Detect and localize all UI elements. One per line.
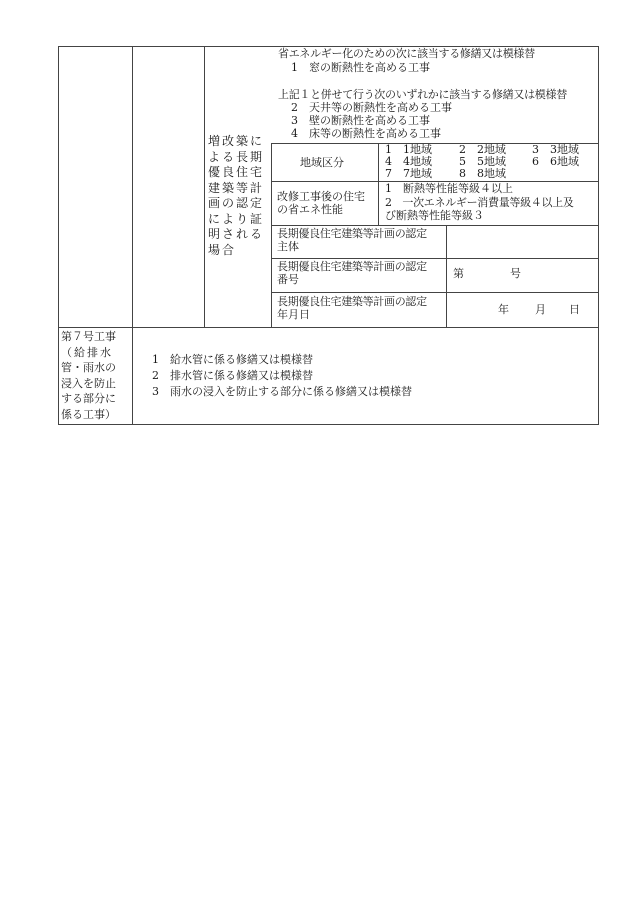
plan-date-label: 年月日 — [277, 308, 310, 321]
upper-item-2: 2 天井等の断熱性を高める工事 — [291, 101, 452, 114]
upper-item-1: 1 窓の断熱性を高める工事 — [291, 61, 430, 74]
upper-heading-2: 上記１と併せて行う次のいずれかに該当する修繕又は模様替 — [278, 88, 567, 101]
perf-option: 1 断熱等性能等級４以上 — [385, 182, 513, 195]
plan-number-label: 長期優良住宅建築等計画の認定 — [277, 260, 427, 273]
case-label-line: よる長期 — [208, 149, 265, 164]
col-divider-3 — [271, 143, 272, 327]
plan-number-label: 番号 — [277, 273, 299, 286]
col-divider-4 — [378, 143, 379, 225]
case-label-line: により証 — [208, 211, 265, 226]
region-option: 3 3地域 — [532, 143, 579, 156]
upper-item-4: 4 床等の断熱性を高める工事 — [291, 127, 441, 140]
work7-label-line: （給排水 — [61, 345, 113, 359]
perf-option-cont: び断熱等性能等級３ — [385, 209, 484, 222]
plan-entity-label: 長期優良住宅建築等計画の認定 — [277, 227, 427, 240]
case-label-line: 優良住宅 — [208, 165, 265, 179]
perf-label: の省エネ性能 — [277, 203, 343, 216]
perf-option: 2 一次エネルギー消費量等級４以上及 — [385, 196, 574, 209]
region-option: 2 2地域 — [459, 143, 506, 156]
case-label-line: 明される — [208, 227, 265, 241]
table-border-left — [58, 46, 59, 425]
table-border-right — [598, 46, 599, 425]
row-divider-number — [271, 258, 599, 259]
plan-entity-label: 主体 — [277, 240, 299, 253]
work7-label — [61, 329, 131, 422]
region-label: 地域区分 — [300, 156, 344, 169]
col-divider-2 — [204, 46, 205, 327]
region-option: 4 4地域 — [385, 155, 432, 168]
work7-item: 3 雨水の浸入を防止する部分に係る修繕又は模様替 — [152, 385, 412, 398]
region-option: 8 8地域 — [459, 167, 506, 180]
case-label-line: 建築等計 — [208, 180, 265, 195]
plan-number-prefix: 第 — [453, 267, 464, 280]
plan-date-month: 月 — [535, 303, 546, 316]
region-option: 7 7地域 — [385, 167, 432, 180]
row-divider-date — [271, 292, 599, 293]
perf-label: 改修工事後の住宅 — [277, 190, 365, 203]
work7-item: 1 給水管に係る修繕又は模様替 — [152, 353, 313, 366]
region-option: 6 6地域 — [532, 155, 579, 168]
col-divider-work7 — [132, 327, 133, 425]
region-option: 1 1地域 — [385, 143, 432, 156]
work7-label-line: 管・雨水の — [61, 361, 116, 374]
case-label-line: 増改築に — [208, 134, 265, 148]
work7-label-line: 第７号工事 — [61, 330, 116, 343]
work7-item: 2 排水管に係る修繕又は模様替 — [152, 369, 313, 382]
work7-label-line: する部分に — [61, 392, 116, 405]
row-divider-entity — [271, 225, 599, 226]
case-label — [208, 134, 268, 258]
plan-number-suffix: 号 — [510, 267, 521, 280]
table-border-bottom — [58, 424, 599, 425]
row-divider-work7 — [58, 327, 599, 328]
upper-heading: 省エネルギー化のための次に該当する修繕又は模様替 — [278, 47, 535, 60]
upper-item-3: 3 壁の断熱性を高める工事 — [291, 114, 430, 127]
region-option: 5 5地域 — [459, 155, 506, 168]
case-label-line: 場合 — [208, 242, 237, 257]
col-divider-5 — [446, 225, 447, 327]
plan-date-label: 長期優良住宅建築等計画の認定 — [277, 295, 427, 308]
plan-date-day: 日 — [569, 303, 580, 316]
col-divider-1 — [132, 46, 133, 327]
work7-label-line: 係る工事） — [61, 407, 116, 421]
case-label-line: 画の認定 — [208, 196, 265, 210]
work7-label-line: 浸入を防止 — [61, 376, 116, 390]
plan-date-year: 年 — [498, 303, 509, 316]
